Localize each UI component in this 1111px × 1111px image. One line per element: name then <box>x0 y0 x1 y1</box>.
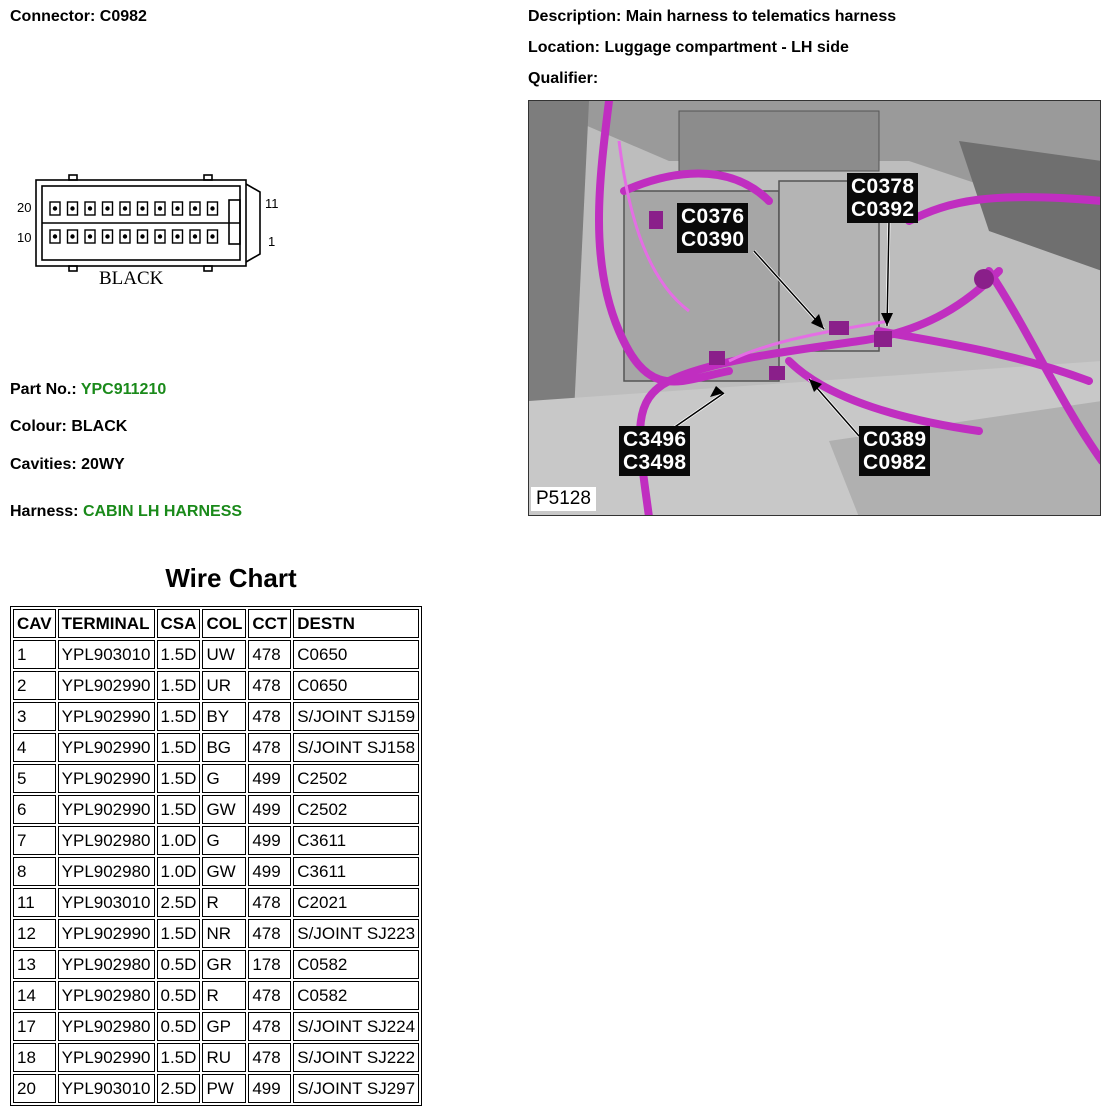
colour-label: Colour: <box>10 418 67 435</box>
wire-chart-table <box>10 606 422 1106</box>
cell-col: PW <box>202 1074 246 1103</box>
cell-csa: 2.5D <box>157 888 201 917</box>
cell-cav: 20 <box>13 1074 56 1103</box>
cell-terminal: YPL902980 <box>58 950 155 979</box>
cell-cct: 478 <box>248 733 291 762</box>
cell-col: GW <box>202 857 246 886</box>
photo-id-label: P5128 <box>531 487 596 511</box>
pin-label-10: 10 <box>17 230 32 245</box>
cavities-label: Cavities: <box>10 456 77 473</box>
cell-cav: 6 <box>13 795 56 824</box>
callout-c0389-c0982 <box>859 426 930 476</box>
cell-terminal: YPL902980 <box>58 1012 155 1041</box>
cell-destn: S/JOINT SJ223 <box>293 919 419 948</box>
harness-link[interactable]: CABIN LH HARNESS <box>82 503 243 520</box>
cell-destn: S/JOINT SJ224 <box>293 1012 419 1041</box>
pin-contact <box>140 234 144 238</box>
cell-csa: 1.0D <box>157 857 201 886</box>
pin-label-11: 11 <box>265 196 279 211</box>
harness-label: Harness: <box>10 503 79 520</box>
table-row <box>13 1043 419 1072</box>
cell-terminal: YPL902990 <box>58 733 155 762</box>
cell-destn: S/JOINT SJ158 <box>293 733 419 762</box>
cell-cav: 3 <box>13 702 56 731</box>
pin-label-20: 20 <box>17 200 32 215</box>
cell-col: GP <box>202 1012 246 1041</box>
photo-illustration <box>529 101 1101 516</box>
cell-cav: 7 <box>13 826 56 855</box>
table-row <box>13 733 419 762</box>
cell-terminal: YPL902990 <box>58 795 155 824</box>
cell-col: RU <box>202 1043 246 1072</box>
callout-b-line2: C0392 <box>851 198 915 221</box>
table-row <box>13 702 419 731</box>
cell-csa: 0.5D <box>157 981 201 1010</box>
colour-value: BLACK <box>71 418 128 435</box>
cell-col: G <box>202 826 246 855</box>
cell-cav: 11 <box>13 888 56 917</box>
cell-cav: 4 <box>13 733 56 762</box>
column-header-cav: CAV <box>13 609 56 638</box>
cell-terminal: YPL902980 <box>58 857 155 886</box>
cell-csa: 0.5D <box>157 1012 201 1041</box>
callout-c0378-c0392 <box>847 173 918 223</box>
cell-terminal: YPL902990 <box>58 702 155 731</box>
table-row <box>13 1012 419 1041</box>
table-row <box>13 950 419 979</box>
cell-csa: 1.5D <box>157 795 201 824</box>
callout-c-line2: C3498 <box>623 451 687 474</box>
cell-cav: 5 <box>13 764 56 793</box>
cell-terminal: YPL903010 <box>58 1074 155 1103</box>
colour-line <box>10 418 127 436</box>
callout-c0376-c0390 <box>677 203 748 253</box>
wire-chart-title: Wire Chart <box>165 563 297 593</box>
cell-cct: 478 <box>248 640 291 669</box>
table-row <box>13 888 419 917</box>
callout-b-line1: C0378 <box>851 175 915 198</box>
cell-cct: 478 <box>248 1043 291 1072</box>
pin-contact <box>175 234 179 238</box>
cell-col: UR <box>202 671 246 700</box>
connector-title: Connector: C0982 <box>10 8 147 25</box>
cell-cav: 2 <box>13 671 56 700</box>
table-row <box>13 671 419 700</box>
cell-cct: 478 <box>248 888 291 917</box>
pin-contact <box>88 234 92 238</box>
part-no-line <box>10 381 166 399</box>
pin-contact <box>193 234 197 238</box>
cell-col: UW <box>202 640 246 669</box>
part-no-label: Part No.: <box>10 381 77 398</box>
pin-contact <box>210 206 214 210</box>
cell-cav: 8 <box>13 857 56 886</box>
cell-col: BG <box>202 733 246 762</box>
cell-cct: 478 <box>248 981 291 1010</box>
cell-destn: S/JOINT SJ297 <box>293 1074 419 1103</box>
location-photo <box>528 100 1101 516</box>
pin-contact <box>53 234 57 238</box>
cell-destn: C3611 <box>293 826 419 855</box>
cell-terminal: YPL903010 <box>58 888 155 917</box>
callout-a-line1: C0376 <box>681 205 745 228</box>
cell-csa: 0.5D <box>157 950 201 979</box>
harness-line <box>10 503 242 521</box>
cell-csa: 1.5D <box>157 640 201 669</box>
cell-cct: 178 <box>248 950 291 979</box>
cavities-value: 20WY <box>81 456 125 473</box>
pin-contact <box>140 206 144 210</box>
cell-csa: 1.5D <box>157 764 201 793</box>
wire-chart-header-row <box>13 609 419 638</box>
column-header-destn: DESTN <box>293 609 419 638</box>
qualifier-text: Qualifier: <box>528 70 599 87</box>
pin-contact <box>70 206 74 210</box>
pin-contact <box>123 206 127 210</box>
cell-col: GR <box>202 950 246 979</box>
column-header-col: COL <box>202 609 246 638</box>
cell-terminal: YPL903010 <box>58 640 155 669</box>
table-row <box>13 981 419 1010</box>
pin-contact <box>53 206 57 210</box>
pin-contact <box>175 206 179 210</box>
cell-cct: 478 <box>248 1012 291 1041</box>
cell-cct: 478 <box>248 671 291 700</box>
table-row <box>13 919 419 948</box>
cell-cav: 18 <box>13 1043 56 1072</box>
cell-destn: S/JOINT SJ159 <box>293 702 419 731</box>
cell-cct: 499 <box>248 1074 291 1103</box>
cell-cct: 499 <box>248 795 291 824</box>
table-row <box>13 1074 419 1103</box>
callout-d-line1: C0389 <box>863 428 927 451</box>
cell-cav: 1 <box>13 640 56 669</box>
cell-csa: 1.5D <box>157 733 201 762</box>
pin-contact <box>105 234 109 238</box>
description-text: Description: Main harness to telematics harness <box>528 8 897 25</box>
column-header-cct: CCT <box>248 609 291 638</box>
cell-cav: 12 <box>13 919 56 948</box>
table-row <box>13 640 419 669</box>
cell-cav: 17 <box>13 1012 56 1041</box>
cell-destn: S/JOINT SJ222 <box>293 1043 419 1072</box>
cell-destn: C0582 <box>293 981 419 1010</box>
cell-csa: 1.5D <box>157 919 201 948</box>
cell-destn: C2502 <box>293 764 419 793</box>
location-text: Location: Luggage compartment - LH side <box>528 39 849 56</box>
cell-col: R <box>202 981 246 1010</box>
cavities-line <box>10 456 125 474</box>
cell-col: BY <box>202 702 246 731</box>
part-no-link[interactable]: YPC911210 <box>80 381 167 398</box>
table-row <box>13 795 419 824</box>
cell-cct: 499 <box>248 857 291 886</box>
cell-cav: 13 <box>13 950 56 979</box>
connector-face-drawing <box>14 172 294 292</box>
cell-cct: 499 <box>248 764 291 793</box>
cell-csa: 1.5D <box>157 1043 201 1072</box>
callout-c3496-c3498 <box>619 426 690 476</box>
wire-chart-body <box>13 640 419 1103</box>
cell-col: G <box>202 764 246 793</box>
callout-d-line2: C0982 <box>863 451 927 474</box>
connector-colour-label: BLACK <box>99 268 164 289</box>
pin-label-1: 1 <box>268 234 276 249</box>
cell-col: R <box>202 888 246 917</box>
cell-terminal: YPL902980 <box>58 981 155 1010</box>
cell-terminal: YPL902980 <box>58 826 155 855</box>
cell-destn: C0650 <box>293 640 419 669</box>
cell-terminal: YPL902990 <box>58 764 155 793</box>
callout-c-line1: C3496 <box>623 428 687 451</box>
cell-terminal: YPL902990 <box>58 671 155 700</box>
pin-contact <box>70 234 74 238</box>
cell-cct: 478 <box>248 919 291 948</box>
pin-contact <box>193 206 197 210</box>
table-row <box>13 826 419 855</box>
cell-destn: C0582 <box>293 950 419 979</box>
table-row <box>13 857 419 886</box>
table-row <box>13 764 419 793</box>
cell-csa: 2.5D <box>157 1074 201 1103</box>
cell-terminal: YPL902990 <box>58 919 155 948</box>
cell-cav: 14 <box>13 981 56 1010</box>
pin-contact <box>123 234 127 238</box>
cell-col: GW <box>202 795 246 824</box>
cell-csa: 1.0D <box>157 826 201 855</box>
cell-csa: 1.5D <box>157 671 201 700</box>
pin-contact <box>105 206 109 210</box>
cell-destn: C2502 <box>293 795 419 824</box>
cell-cct: 478 <box>248 702 291 731</box>
pin-contact <box>158 234 162 238</box>
cell-destn: C0650 <box>293 671 419 700</box>
cell-destn: C2021 <box>293 888 419 917</box>
column-header-csa: CSA <box>157 609 201 638</box>
cell-destn: C3611 <box>293 857 419 886</box>
callout-a-line2: C0390 <box>681 228 745 251</box>
pin-contact <box>210 234 214 238</box>
cell-cct: 499 <box>248 826 291 855</box>
cell-terminal: YPL902990 <box>58 1043 155 1072</box>
pin-contact <box>88 206 92 210</box>
column-header-terminal: TERMINAL <box>58 609 155 638</box>
pin-contact <box>158 206 162 210</box>
cell-csa: 1.5D <box>157 702 201 731</box>
cell-col: NR <box>202 919 246 948</box>
